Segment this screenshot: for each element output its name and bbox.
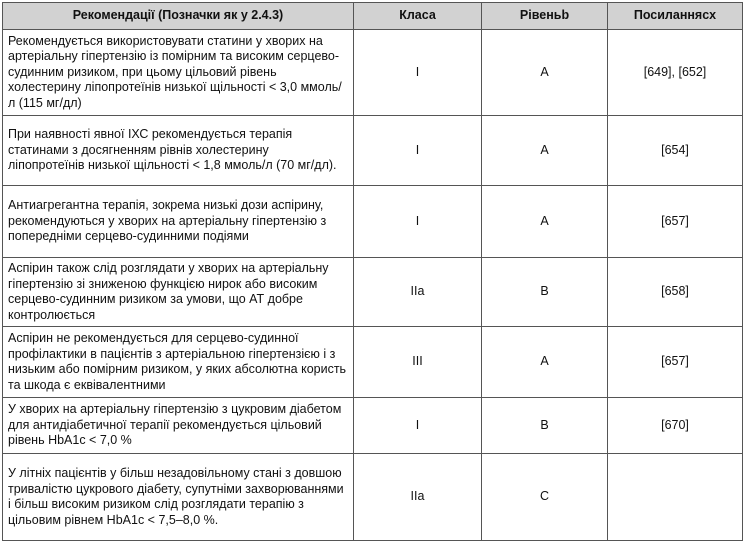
header-level: Рівеньb <box>482 3 608 30</box>
level-cell: A <box>482 116 608 186</box>
level-cell: A <box>482 327 608 398</box>
reference-cell: [658] <box>608 258 743 327</box>
table-row <box>3 398 743 454</box>
recommendation-cell: У літніх пацієнтів у більш незадовільному стані з довшою тривалістю цукрового діабету, супутніми захворюваннями і більш високим ризиком слід розглядати терапію з цільовим рівнем HbA1c < 7,5–8,0 %. <box>3 454 354 541</box>
recommendation-cell: Антиагрегантна терапія, зокрема низькі дози аспірину, рекомендуються у хворих на артеріальну гіпертензію з попередніми серцево-судинними подіями <box>3 186 354 258</box>
reference-cell: [649], [652] <box>608 30 743 116</box>
table-row <box>3 258 743 327</box>
class-cell: I <box>354 186 482 258</box>
recommendation-cell: Аспірин не рекомендується для серцево-судинної профілактики в пацієнтів з артеріальною гіпертензією і з низьким або помірним ризиком, у яких абсолютна користь та шкода є еквівалентними <box>3 327 354 398</box>
reference-cell: [657] <box>608 327 743 398</box>
header-row <box>3 3 743 30</box>
table-row <box>3 116 743 186</box>
recommendation-cell: У хворих на артеріальну гіпертензію з цукровим діабетом для антидіабетичної терапії рекомендується цільовий рівень HbA1c < 7,0 % <box>3 398 354 454</box>
class-cell: III <box>354 327 482 398</box>
reference-cell: [654] <box>608 116 743 186</box>
class-cell: IIa <box>354 258 482 327</box>
class-cell: IIa <box>354 454 482 541</box>
level-cell: B <box>482 258 608 327</box>
recommendation-cell: Рекомендується використовувати статини у хворих на артеріальну гіпертензію із помірним та високим серцево-судинним ризиком, при цьому цільовий рівень холестерину ліпопротеїнів низької щільності < 3,0 ммоль/ л (115 мг/дл) <box>3 30 354 116</box>
level-cell: C <box>482 454 608 541</box>
table-row <box>3 454 743 541</box>
class-cell: I <box>354 398 482 454</box>
header-recommendation: Рекомендації (Позначки як у 2.4.3) <box>3 3 354 30</box>
table-row <box>3 30 743 116</box>
reference-cell: [657] <box>608 186 743 258</box>
class-cell: I <box>354 116 482 186</box>
recommendations-table <box>2 2 743 541</box>
level-cell: A <box>482 186 608 258</box>
header-class: Класа <box>354 3 482 30</box>
table-row <box>3 327 743 398</box>
table-row <box>3 186 743 258</box>
header-reference: Посиланнясx <box>608 3 743 30</box>
level-cell: B <box>482 398 608 454</box>
class-cell: I <box>354 30 482 116</box>
reference-cell <box>608 454 743 541</box>
recommendation-cell: Аспірин також слід розглядати у хворих на артеріальну гіпертензію зі зниженою функцією нирок або високим серцево-судинним ризиком за умови, що АТ добре контролюється <box>3 258 354 327</box>
recommendation-cell: При наявності явної ІХС рекомендується терапія статинами з досягненням рівнів холестерину ліпопротеїнів низької щільності < 1,8 ммоль/л (70 мг/дл). <box>3 116 354 186</box>
reference-cell: [670] <box>608 398 743 454</box>
level-cell: A <box>482 30 608 116</box>
